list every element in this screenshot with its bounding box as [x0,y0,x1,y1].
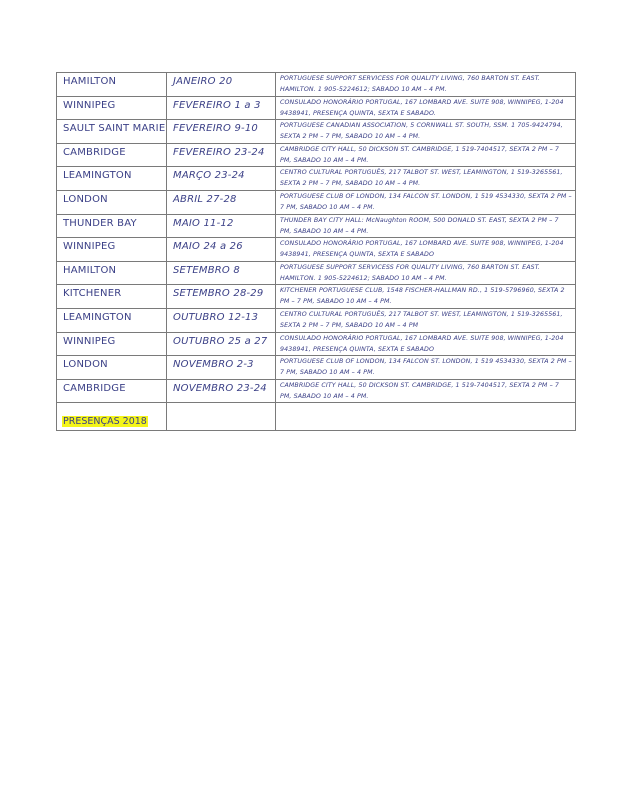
address-cell [276,214,576,238]
address-cell [276,238,576,262]
city-cell: LEAMINGTON [57,308,167,332]
address-text: CONSULADO HONORÁRIO PORTUGAL, 167 LOMBARD AVE. SUITE 908, WINNIPEG, 1-204 9438941, PRESENÇA QUINTA, SEXTA E SABADO. [280,98,564,117]
address-cell [276,332,576,356]
city-cell: CAMBRIDGE [57,379,167,403]
table-row [57,261,576,285]
city-cell: WINNIPEG [57,238,167,262]
city-cell: KITCHENER [57,285,167,309]
city-cell: SAULT SAINT MARIE [57,120,167,144]
city-cell: HAMILTON [57,73,167,97]
address-text: PORTUGUESE CLUB OF LONDON, 134 FALCON ST. LONDON, 1 519 4534330, SEXTA 2 PM – 7 PM, SABADO 10 AM – 4 PM. [280,192,572,211]
city-cell: WINNIPEG [57,332,167,356]
table-row [57,332,576,356]
date-cell: SETEMBRO 28-29 [167,285,276,309]
date-cell: NOVEMBRO 2-3 [167,356,276,380]
date-cell: ABRIL 27-28 [167,190,276,214]
city-cell: LEAMINGTON [57,167,167,191]
city-cell: CAMBRIDGE [57,143,167,167]
date-cell: FEVEREIRO 9-10 [167,120,276,144]
schedule-table [56,72,576,431]
table-row [57,73,576,97]
table-row [57,356,576,380]
address-cell [276,261,576,285]
address-text: CONSULADO HONORÁRIO PORTUGAL, 167 LOMBARD AVE. SUITE 908, WINNIPEG, 1-204 9438941, PRESENÇA QUINTA, SEXTA E SABADO [280,240,564,259]
address-cell [276,96,576,120]
date-cell: FEVEREIRO 1 a 3 [167,96,276,120]
footer-label-cell [57,403,167,431]
address-text: PORTUGUESE SUPPORT SERVICESS FOR QUALITY LIVING, 760 BARTON ST. EAST. HAMILTON. 1 905-5224612; SABADO 10 AM – 4 PM. [280,263,541,282]
date-cell: SETEMBRO 8 [167,261,276,285]
date-cell: OUTUBRO 12-13 [167,308,276,332]
presencas-label: PRESENÇAS 2018 [63,416,147,428]
table-row [57,214,576,238]
address-cell [276,379,576,403]
table-row [57,238,576,262]
table-row [57,143,576,167]
address-text: CENTRO CULTURAL PORTUGUÊS, 217 TALBOT ST. WEST, LEAMINGTON, 1 519-3265561, SEXTA 2 PM – 7 PM, SABADO 10 AM – 4 PM. [280,169,563,188]
address-text: CONSULADO HONORÁRIO PORTUGAL, 167 LOMBARD AVE. SUITE 908, WINNIPEG, 1-204 9438941, PRESENÇA QUINTA, SEXTA E SABADO [280,334,564,353]
city-cell: HAMILTON [57,261,167,285]
table-row [57,120,576,144]
address-text: CENTRO CULTURAL PORTUGUÊS, 217 TALBOT ST. WEST, LEAMINGTON, 1 519-3265561, SEXTA 2 PM – 7 PM, SABADO 10 AM – 4 PM [280,310,563,329]
footer-empty-cell-date [167,403,276,431]
date-cell: NOVEMBRO 23-24 [167,379,276,403]
table-row [57,167,576,191]
address-text: CAMBRIDGE CITY HALL, 50 DICKSON ST. CAMBRIDGE, 1 519-7404517, SEXTA 2 PM – 7 PM, SABADO 10 AM – 4 PM. [280,381,560,400]
address-text: PORTUGUESE CLUB OF LONDON, 134 FALCON ST. LONDON, 1 519 4534330, SEXTA 2 PM – 7 PM, SABADO 10 AM – 4 PM. [280,358,572,377]
address-cell [276,190,576,214]
table-row [57,285,576,309]
table-row [57,308,576,332]
footer-empty-cell-address [276,403,576,431]
schedule-table-body [57,73,576,431]
address-cell [276,356,576,380]
city-cell: LONDON [57,190,167,214]
address-cell [276,143,576,167]
address-cell [276,285,576,309]
date-cell: OUTUBRO 25 a 27 [167,332,276,356]
address-text: THUNDER BAY CITY HALL: McNaughton ROOM, 500 DONALD ST. EAST, SEXTA 2 PM – 7 PM, SABADO 10 AM – 4 PM. [280,216,559,235]
table-row [57,190,576,214]
address-cell [276,167,576,191]
city-cell: LONDON [57,356,167,380]
city-cell: WINNIPEG [57,96,167,120]
table-row [57,379,576,403]
address-cell [276,120,576,144]
address-text: PORTUGUESE SUPPORT SERVICESS FOR QUALITY LIVING, 760 BARTON ST. EAST. HAMILTON. 1 905-5224612; SABADO 10 AM – 4 PM. [280,75,541,93]
address-cell [276,73,576,97]
address-cell [276,308,576,332]
table-row [57,96,576,120]
date-cell: FEVEREIRO 23-24 [167,143,276,167]
date-cell: JANEIRO 20 [167,73,276,97]
address-text: CAMBRIDGE CITY HALL, 50 DICKSON ST. CAMBRIDGE, 1 519-7404517, SEXTA 2 PM – 7 PM, SABADO 10 AM – 4 PM. [280,145,560,164]
date-cell: MAIO 11-12 [167,214,276,238]
city-cell: THUNDER BAY [57,214,167,238]
footer-row [57,403,576,431]
date-cell: MARÇO 23-24 [167,167,276,191]
date-cell: MAIO 24 a 26 [167,238,276,262]
address-text: KITCHENER PORTUGUESE CLUB, 1548 FISCHER-HALLMAN RD., 1 519-5796960, SEXTA 2 PM – 7 PM, SABADO 10 AM – 4 PM. [280,287,565,306]
address-text: PORTUGUESE CANADIAN ASSOCIATION, 5 CORNWALL ST. SOUTH, SSM. 1 705-9424794, SEXTA 2 PM – 7 PM, SABADO 10 AM – 4 PM. [280,122,563,141]
